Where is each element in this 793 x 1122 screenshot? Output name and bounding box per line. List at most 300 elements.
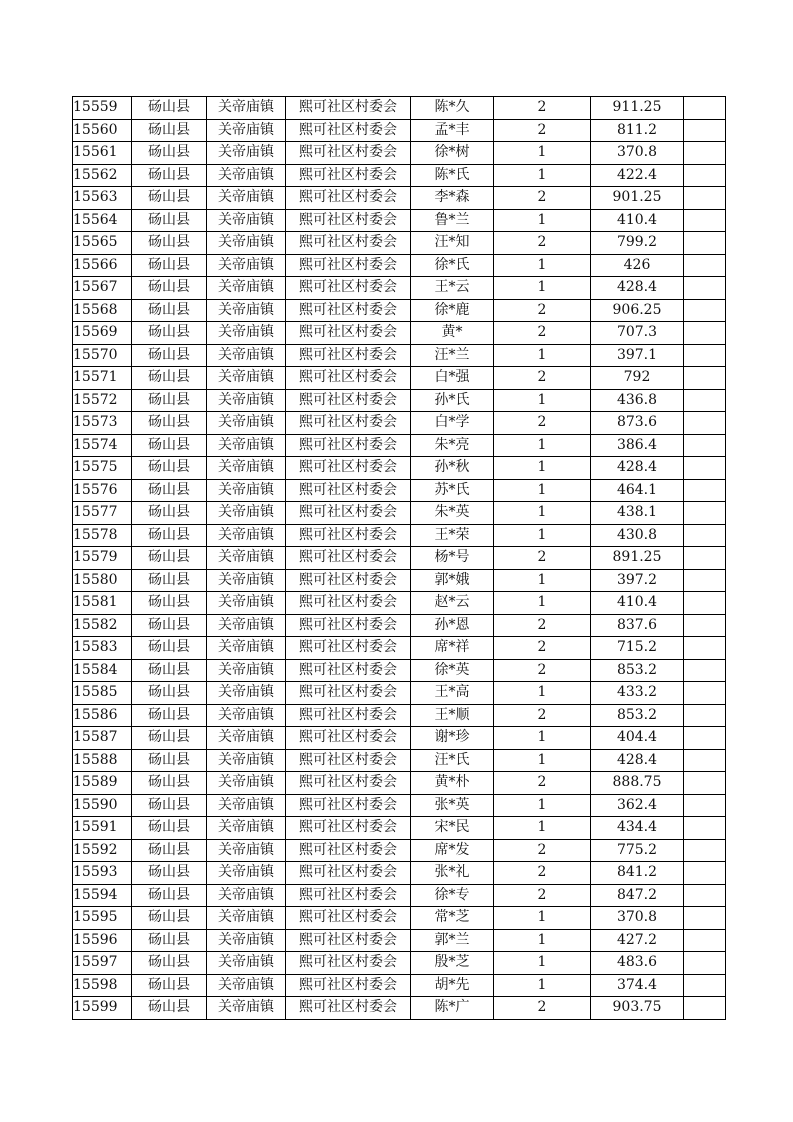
cell-village: 熙可社区村委会 [286, 772, 411, 795]
cell-note [684, 592, 726, 615]
cell-name: 黄*朴 [411, 772, 494, 795]
cell-amount: 370.8 [591, 907, 684, 930]
cell-county: 砀山县 [132, 974, 207, 997]
cell-note [684, 97, 726, 120]
cell-id: 15578 [73, 524, 132, 547]
cell-id: 15580 [73, 569, 132, 592]
cell-town: 关帝庙镇 [207, 884, 286, 907]
cell-village: 熙可社区村委会 [286, 164, 411, 187]
cell-county: 砀山县 [132, 187, 207, 210]
cell-name: 王*云 [411, 277, 494, 300]
cell-town: 关帝庙镇 [207, 457, 286, 480]
cell-name: 杨*号 [411, 547, 494, 570]
cell-county: 砀山县 [132, 997, 207, 1020]
cell-note [684, 974, 726, 997]
table-row [73, 952, 726, 975]
cell-county: 砀山县 [132, 232, 207, 255]
cell-id: 15593 [73, 862, 132, 885]
cell-amount: 792 [591, 367, 684, 390]
cell-amount: 427.2 [591, 929, 684, 952]
cell-county: 砀山县 [132, 547, 207, 570]
cell-village: 熙可社区村委会 [286, 659, 411, 682]
table-row [73, 547, 726, 570]
cell-name: 朱*亮 [411, 434, 494, 457]
cell-count: 2 [494, 637, 591, 660]
cell-village: 熙可社区村委会 [286, 839, 411, 862]
cell-village: 熙可社区村委会 [286, 524, 411, 547]
cell-note [684, 907, 726, 930]
subsidy-table [72, 96, 726, 1020]
cell-name: 席*发 [411, 839, 494, 862]
cell-village: 熙可社区村委会 [286, 952, 411, 975]
cell-village: 熙可社区村委会 [286, 322, 411, 345]
cell-id: 15570 [73, 344, 132, 367]
cell-note [684, 997, 726, 1020]
cell-id: 15561 [73, 142, 132, 165]
cell-amount: 362.4 [591, 794, 684, 817]
cell-id: 15576 [73, 479, 132, 502]
cell-amount: 426 [591, 254, 684, 277]
cell-village: 熙可社区村委会 [286, 479, 411, 502]
cell-name: 张*英 [411, 794, 494, 817]
cell-village: 熙可社区村委会 [286, 142, 411, 165]
cell-count: 2 [494, 884, 591, 907]
cell-amount: 853.2 [591, 704, 684, 727]
cell-village: 熙可社区村委会 [286, 547, 411, 570]
cell-county: 砀山县 [132, 479, 207, 502]
table-row [73, 569, 726, 592]
cell-county: 砀山县 [132, 862, 207, 885]
cell-count: 1 [494, 524, 591, 547]
cell-county: 砀山县 [132, 592, 207, 615]
cell-amount: 438.1 [591, 502, 684, 525]
cell-town: 关帝庙镇 [207, 749, 286, 772]
cell-note [684, 232, 726, 255]
cell-village: 熙可社区村委会 [286, 749, 411, 772]
table-row [73, 367, 726, 390]
cell-county: 砀山县 [132, 569, 207, 592]
cell-amount: 428.4 [591, 749, 684, 772]
cell-village: 熙可社区村委会 [286, 277, 411, 300]
cell-town: 关帝庙镇 [207, 412, 286, 435]
cell-village: 熙可社区村委会 [286, 862, 411, 885]
cell-count: 2 [494, 862, 591, 885]
cell-town: 关帝庙镇 [207, 569, 286, 592]
cell-county: 砀山县 [132, 884, 207, 907]
cell-count: 1 [494, 209, 591, 232]
cell-id: 15579 [73, 547, 132, 570]
cell-name: 徐*英 [411, 659, 494, 682]
cell-name: 陈*久 [411, 97, 494, 120]
cell-county: 砀山县 [132, 772, 207, 795]
cell-town: 关帝庙镇 [207, 524, 286, 547]
cell-county: 砀山县 [132, 457, 207, 480]
cell-village: 熙可社区村委会 [286, 344, 411, 367]
table-row [73, 749, 726, 772]
cell-town: 关帝庙镇 [207, 164, 286, 187]
cell-county: 砀山县 [132, 704, 207, 727]
cell-name: 汪*氏 [411, 749, 494, 772]
cell-id: 15569 [73, 322, 132, 345]
cell-name: 徐*树 [411, 142, 494, 165]
cell-amount: 464.1 [591, 479, 684, 502]
cell-town: 关帝庙镇 [207, 997, 286, 1020]
cell-village: 熙可社区村委会 [286, 974, 411, 997]
cell-note [684, 682, 726, 705]
cell-count: 2 [494, 299, 591, 322]
cell-village: 熙可社区村委会 [286, 502, 411, 525]
cell-count: 1 [494, 479, 591, 502]
cell-county: 砀山县 [132, 929, 207, 952]
cell-note [684, 749, 726, 772]
cell-county: 砀山县 [132, 344, 207, 367]
cell-note [684, 412, 726, 435]
cell-note [684, 119, 726, 142]
cell-village: 熙可社区村委会 [286, 884, 411, 907]
cell-village: 熙可社区村委会 [286, 817, 411, 840]
table-row [73, 187, 726, 210]
cell-county: 砀山县 [132, 952, 207, 975]
cell-count: 1 [494, 907, 591, 930]
table-row [73, 884, 726, 907]
cell-town: 关帝庙镇 [207, 862, 286, 885]
cell-county: 砀山县 [132, 434, 207, 457]
cell-id: 15598 [73, 974, 132, 997]
cell-id: 15566 [73, 254, 132, 277]
cell-note [684, 817, 726, 840]
cell-county: 砀山县 [132, 164, 207, 187]
cell-name: 郭*娥 [411, 569, 494, 592]
cell-note [684, 524, 726, 547]
cell-county: 砀山县 [132, 367, 207, 390]
cell-amount: 404.4 [591, 727, 684, 750]
cell-village: 熙可社区村委会 [286, 412, 411, 435]
cell-id: 15596 [73, 929, 132, 952]
cell-note [684, 434, 726, 457]
table-row [73, 232, 726, 255]
cell-name: 朱*英 [411, 502, 494, 525]
cell-county: 砀山县 [132, 322, 207, 345]
cell-id: 15562 [73, 164, 132, 187]
cell-id: 15559 [73, 97, 132, 120]
cell-count: 2 [494, 322, 591, 345]
cell-note [684, 794, 726, 817]
cell-amount: 837.6 [591, 614, 684, 637]
cell-town: 关帝庙镇 [207, 704, 286, 727]
cell-amount: 775.2 [591, 839, 684, 862]
cell-county: 砀山县 [132, 749, 207, 772]
cell-note [684, 187, 726, 210]
cell-id: 15581 [73, 592, 132, 615]
table-body [73, 97, 726, 1020]
table-row [73, 119, 726, 142]
cell-name: 陈*氏 [411, 164, 494, 187]
cell-town: 关帝庙镇 [207, 277, 286, 300]
cell-town: 关帝庙镇 [207, 547, 286, 570]
cell-village: 熙可社区村委会 [286, 907, 411, 930]
table-row [73, 659, 726, 682]
cell-village: 熙可社区村委会 [286, 929, 411, 952]
cell-amount: 436.8 [591, 389, 684, 412]
table-row [73, 97, 726, 120]
cell-town: 关帝庙镇 [207, 254, 286, 277]
cell-amount: 397.2 [591, 569, 684, 592]
cell-count: 2 [494, 97, 591, 120]
cell-county: 砀山县 [132, 659, 207, 682]
cell-amount: 434.4 [591, 817, 684, 840]
cell-note [684, 952, 726, 975]
cell-note [684, 569, 726, 592]
cell-count: 1 [494, 434, 591, 457]
cell-note [684, 929, 726, 952]
cell-village: 熙可社区村委会 [286, 232, 411, 255]
cell-name: 汪*兰 [411, 344, 494, 367]
cell-count: 2 [494, 547, 591, 570]
table-row [73, 142, 726, 165]
cell-amount: 811.2 [591, 119, 684, 142]
cell-note [684, 299, 726, 322]
cell-village: 熙可社区村委会 [286, 119, 411, 142]
cell-county: 砀山县 [132, 839, 207, 862]
cell-count: 2 [494, 997, 591, 1020]
cell-id: 15588 [73, 749, 132, 772]
cell-amount: 707.3 [591, 322, 684, 345]
table-row [73, 479, 726, 502]
cell-village: 熙可社区村委会 [286, 727, 411, 750]
cell-county: 砀山县 [132, 254, 207, 277]
cell-name: 徐*鹿 [411, 299, 494, 322]
cell-count: 1 [494, 929, 591, 952]
cell-village: 熙可社区村委会 [286, 367, 411, 390]
cell-note [684, 367, 726, 390]
cell-id: 15590 [73, 794, 132, 817]
cell-town: 关帝庙镇 [207, 344, 286, 367]
cell-id: 15587 [73, 727, 132, 750]
cell-id: 15564 [73, 209, 132, 232]
cell-town: 关帝庙镇 [207, 727, 286, 750]
cell-amount: 410.4 [591, 592, 684, 615]
cell-note [684, 659, 726, 682]
cell-village: 熙可社区村委会 [286, 794, 411, 817]
table-row [73, 502, 726, 525]
cell-amount: 422.4 [591, 164, 684, 187]
cell-count: 1 [494, 682, 591, 705]
cell-count: 2 [494, 367, 591, 390]
cell-name: 席*祥 [411, 637, 494, 660]
cell-village: 熙可社区村委会 [286, 592, 411, 615]
cell-amount: 410.4 [591, 209, 684, 232]
cell-id: 15597 [73, 952, 132, 975]
table-row [73, 277, 726, 300]
cell-note [684, 637, 726, 660]
cell-name: 汪*知 [411, 232, 494, 255]
cell-note [684, 209, 726, 232]
cell-name: 陈*广 [411, 997, 494, 1020]
cell-note [684, 502, 726, 525]
cell-count: 1 [494, 974, 591, 997]
cell-county: 砀山县 [132, 277, 207, 300]
cell-town: 关帝庙镇 [207, 974, 286, 997]
cell-village: 熙可社区村委会 [286, 434, 411, 457]
cell-town: 关帝庙镇 [207, 232, 286, 255]
table-row [73, 682, 726, 705]
cell-town: 关帝庙镇 [207, 322, 286, 345]
cell-name: 王*荣 [411, 524, 494, 547]
cell-name: 徐*氏 [411, 254, 494, 277]
cell-town: 关帝庙镇 [207, 97, 286, 120]
cell-village: 熙可社区村委会 [286, 254, 411, 277]
cell-id: 15586 [73, 704, 132, 727]
cell-note [684, 457, 726, 480]
cell-amount: 715.2 [591, 637, 684, 660]
cell-id: 15582 [73, 614, 132, 637]
cell-town: 关帝庙镇 [207, 682, 286, 705]
cell-amount: 386.4 [591, 434, 684, 457]
cell-county: 砀山县 [132, 142, 207, 165]
cell-amount: 906.25 [591, 299, 684, 322]
table-row [73, 997, 726, 1020]
table-row [73, 794, 726, 817]
cell-note [684, 344, 726, 367]
table-row [73, 524, 726, 547]
cell-name: 孙*恩 [411, 614, 494, 637]
cell-village: 熙可社区村委会 [286, 614, 411, 637]
cell-count: 1 [494, 389, 591, 412]
cell-county: 砀山县 [132, 209, 207, 232]
table-row [73, 254, 726, 277]
cell-village: 熙可社区村委会 [286, 209, 411, 232]
cell-note [684, 884, 726, 907]
cell-amount: 911.25 [591, 97, 684, 120]
cell-count: 2 [494, 232, 591, 255]
cell-name: 张*礼 [411, 862, 494, 885]
cell-village: 熙可社区村委会 [286, 704, 411, 727]
table-row [73, 907, 726, 930]
cell-amount: 370.8 [591, 142, 684, 165]
cell-village: 熙可社区村委会 [286, 187, 411, 210]
cell-village: 熙可社区村委会 [286, 682, 411, 705]
table-row [73, 344, 726, 367]
cell-name: 胡*先 [411, 974, 494, 997]
cell-id: 15583 [73, 637, 132, 660]
cell-town: 关帝庙镇 [207, 637, 286, 660]
cell-id: 15560 [73, 119, 132, 142]
cell-count: 1 [494, 569, 591, 592]
cell-name: 殷*芝 [411, 952, 494, 975]
table-row [73, 817, 726, 840]
cell-name: 徐*专 [411, 884, 494, 907]
cell-county: 砀山县 [132, 817, 207, 840]
table-row [73, 614, 726, 637]
cell-county: 砀山县 [132, 727, 207, 750]
cell-name: 王*顺 [411, 704, 494, 727]
cell-note [684, 322, 726, 345]
cell-town: 关帝庙镇 [207, 389, 286, 412]
cell-town: 关帝庙镇 [207, 502, 286, 525]
cell-amount: 483.6 [591, 952, 684, 975]
cell-note [684, 547, 726, 570]
cell-county: 砀山县 [132, 682, 207, 705]
cell-count: 1 [494, 502, 591, 525]
cell-town: 关帝庙镇 [207, 839, 286, 862]
cell-name: 孙*秋 [411, 457, 494, 480]
cell-amount: 888.75 [591, 772, 684, 795]
cell-village: 熙可社区村委会 [286, 97, 411, 120]
cell-name: 孟*丰 [411, 119, 494, 142]
cell-county: 砀山县 [132, 794, 207, 817]
cell-name: 白*学 [411, 412, 494, 435]
cell-id: 15567 [73, 277, 132, 300]
cell-name: 赵*云 [411, 592, 494, 615]
table-row [73, 862, 726, 885]
cell-county: 砀山县 [132, 97, 207, 120]
cell-amount: 873.6 [591, 412, 684, 435]
cell-amount: 374.4 [591, 974, 684, 997]
cell-id: 15568 [73, 299, 132, 322]
cell-count: 2 [494, 614, 591, 637]
cell-note [684, 164, 726, 187]
cell-county: 砀山县 [132, 907, 207, 930]
cell-count: 2 [494, 704, 591, 727]
cell-id: 15571 [73, 367, 132, 390]
cell-town: 关帝庙镇 [207, 952, 286, 975]
cell-town: 关帝庙镇 [207, 592, 286, 615]
cell-county: 砀山县 [132, 119, 207, 142]
cell-note [684, 389, 726, 412]
cell-id: 15572 [73, 389, 132, 412]
cell-id: 15585 [73, 682, 132, 705]
cell-amount: 433.2 [591, 682, 684, 705]
cell-amount: 853.2 [591, 659, 684, 682]
cell-town: 关帝庙镇 [207, 367, 286, 390]
cell-count: 1 [494, 277, 591, 300]
cell-name: 常*芝 [411, 907, 494, 930]
cell-town: 关帝庙镇 [207, 187, 286, 210]
cell-id: 15589 [73, 772, 132, 795]
table-row [73, 434, 726, 457]
cell-village: 熙可社区村委会 [286, 389, 411, 412]
cell-count: 1 [494, 794, 591, 817]
cell-id: 15592 [73, 839, 132, 862]
cell-name: 白*强 [411, 367, 494, 390]
cell-town: 关帝庙镇 [207, 772, 286, 795]
cell-town: 关帝庙镇 [207, 907, 286, 930]
cell-note [684, 727, 726, 750]
cell-town: 关帝庙镇 [207, 119, 286, 142]
cell-id: 15595 [73, 907, 132, 930]
cell-amount: 428.4 [591, 277, 684, 300]
cell-note [684, 614, 726, 637]
table-row [73, 412, 726, 435]
cell-count: 2 [494, 412, 591, 435]
cell-note [684, 704, 726, 727]
cell-town: 关帝庙镇 [207, 614, 286, 637]
cell-name: 孙*氏 [411, 389, 494, 412]
cell-amount: 430.8 [591, 524, 684, 547]
cell-note [684, 772, 726, 795]
cell-name: 李*森 [411, 187, 494, 210]
cell-county: 砀山县 [132, 299, 207, 322]
cell-town: 关帝庙镇 [207, 659, 286, 682]
cell-id: 15591 [73, 817, 132, 840]
cell-count: 1 [494, 164, 591, 187]
table-row [73, 929, 726, 952]
cell-id: 15599 [73, 997, 132, 1020]
cell-count: 2 [494, 659, 591, 682]
cell-town: 关帝庙镇 [207, 794, 286, 817]
cell-count: 1 [494, 254, 591, 277]
cell-town: 关帝庙镇 [207, 479, 286, 502]
